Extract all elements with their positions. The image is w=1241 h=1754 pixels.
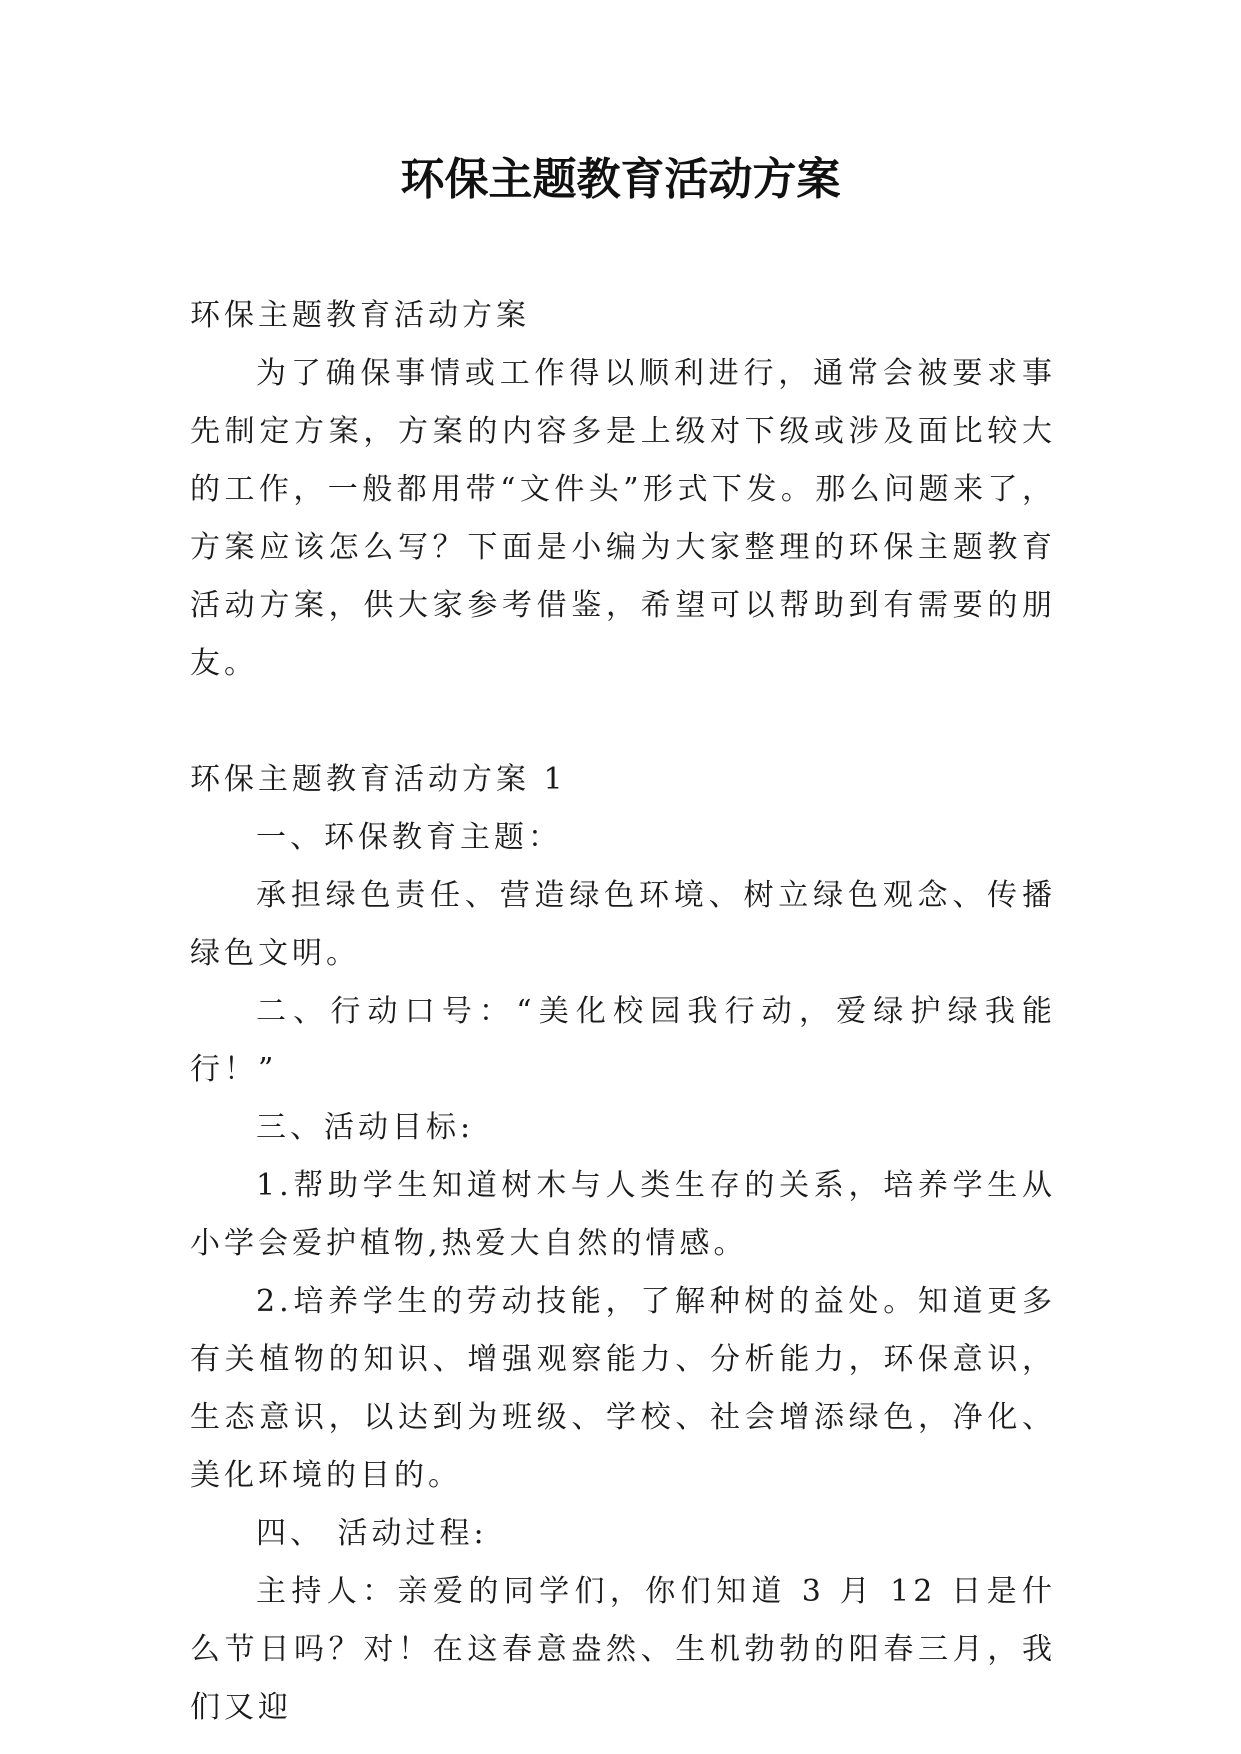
item-theme-heading: 一、环保教育主题： bbox=[256, 820, 562, 855]
goal-2: 2.培养学生的劳动技能，了解种树的益处。知道更多有关植物的知识、增强观察能力、分析能力，环保意识，生态意识，以达到为班级、学校、社会增添绿色，净化、美化环境的目的。 bbox=[190, 1284, 1056, 1493]
item-slogan: 二、行动口号：“美化校园我行动，爱绿护绿我能行！” bbox=[190, 994, 1056, 1087]
item-process-heading: 四、 活动过程: bbox=[256, 1516, 488, 1551]
item-goals-heading: 三、活动目标: bbox=[256, 1110, 475, 1145]
goal-1: 1.帮助学生知道树木与人类生存的关系，培养学生从小学会爱护植物,热爱大自然的情感。 bbox=[190, 1168, 1056, 1261]
document-title: 环保主题教育活动方案 bbox=[400, 154, 841, 205]
process-host-paragraph: 主持人：亲爱的同学们，你们知道 3 月 12 日是什么节日吗？对！在这春意盎然、生机勃勃的阳春三月，我们又迎 bbox=[190, 1574, 1056, 1725]
document-body bbox=[190, 287, 1056, 1737]
subtitle-line: 环保主题教育活动方案 bbox=[190, 298, 530, 333]
section-heading: 环保主题教育活动方案 1 bbox=[190, 762, 567, 797]
intro-paragraph: 为了确保事情或工作得以顺利进行，通常会被要求事先制定方案，方案的内容多是上级对下级或涉及面比较大的工作，一般都用带“文件头”形式下发。那么问题来了，方案应该怎么写？下面是小编为大家整理的环保主题教育活动方案，供大家参考借鉴，希望可以帮助到有需要的朋友。 bbox=[190, 356, 1056, 681]
item-theme-body: 承担绿色责任、营造绿色环境、树立绿色观念、传播绿色文明。 bbox=[190, 878, 1056, 971]
